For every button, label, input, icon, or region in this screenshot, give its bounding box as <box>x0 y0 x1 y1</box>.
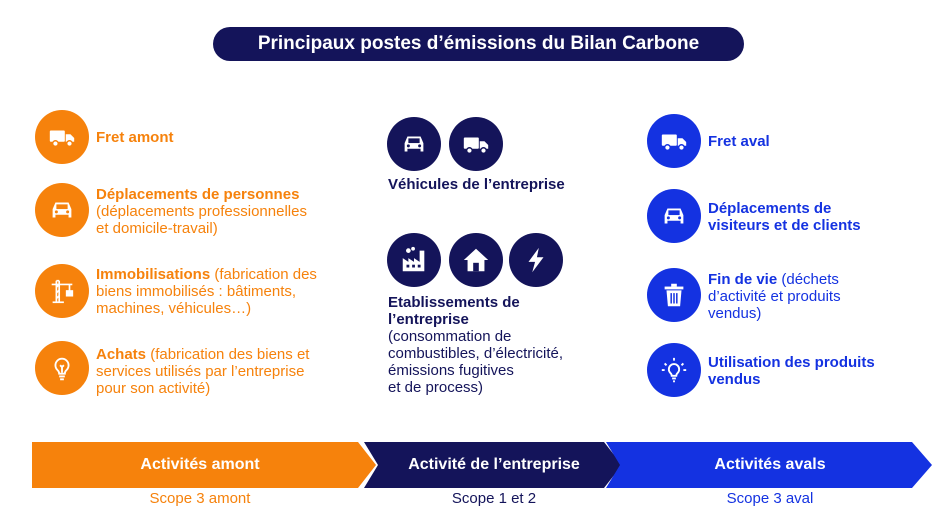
car-icon <box>35 183 89 237</box>
page-title: Principaux postes d’émissions du Bilan Carbone <box>213 27 744 61</box>
fret-aval-label: Fret aval <box>708 133 770 150</box>
utilisation-text: Utilisation des produits vendus <box>708 354 875 388</box>
factory-icon <box>387 233 441 287</box>
car-icon <box>647 189 701 243</box>
truck-icon <box>449 117 503 171</box>
crane-icon <box>35 264 89 318</box>
immobilisations-text: Immobilisations (fabrication des biens immobilisés : bâtiments, machines, véhicules…) <box>96 266 317 317</box>
band-amont-label: Activités amont <box>140 456 260 473</box>
deplacements-text: Déplacements de personnes (déplacements professionnelles et domicile-travail) <box>96 186 307 237</box>
vehicules-label: Véhicules de l’entreprise <box>388 176 565 193</box>
band-avals <box>606 442 932 488</box>
car-icon <box>387 117 441 171</box>
house-icon <box>449 233 503 287</box>
band-entreprise <box>364 442 622 488</box>
truck-icon <box>647 114 701 168</box>
scope-entreprise: Scope 1 et 2 <box>451 490 537 507</box>
band-avals-label: Activités avals <box>714 456 826 473</box>
etablissements-text: Etablissements de l’entreprise (consommation de combustibles, d’électricité, émissions fugitives et de process) <box>388 294 564 396</box>
lightbulb-icon <box>647 343 701 397</box>
scope-amont: Scope 3 amont <box>149 490 251 507</box>
fret-amont-label: Fret amont <box>96 129 174 146</box>
scope-aval: Scope 3 aval <box>726 490 814 507</box>
trash-icon <box>647 268 701 322</box>
truck-icon <box>35 110 89 164</box>
visiteurs-text: Déplacements de visiteurs et de clients <box>708 200 861 234</box>
fin-de-vie-text: Fin de vie (déchets d’activité et produits vendus) <box>708 271 841 322</box>
achats-text: Achats (fabrication des biens et services utilisés par l’entreprise pour son activité) <box>96 346 310 397</box>
lightbulb-icon <box>35 341 89 395</box>
band-amont <box>32 442 376 488</box>
band-entreprise-label: Activité de l’entreprise <box>408 456 580 473</box>
lightning-icon <box>509 233 563 287</box>
